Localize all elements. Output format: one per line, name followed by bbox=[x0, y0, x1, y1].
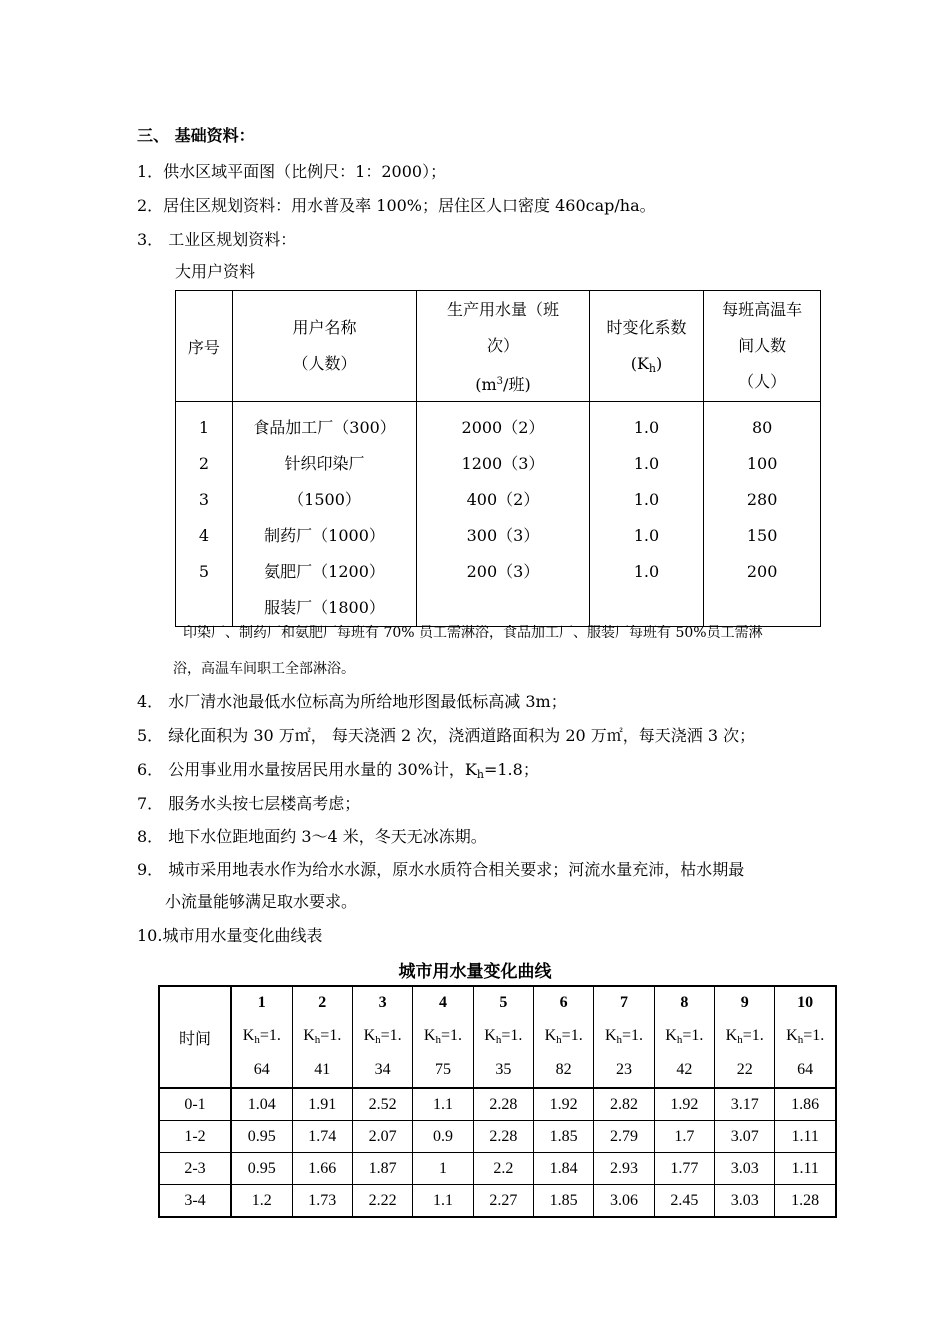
seq-1: 1 bbox=[198, 418, 209, 437]
value-cell: 1.7 bbox=[654, 1121, 714, 1153]
header-name-line1: 用户名称 bbox=[292, 318, 357, 337]
value-cell: 1.11 bbox=[775, 1153, 836, 1185]
value-cell: 3.03 bbox=[715, 1153, 775, 1185]
time-cell: 0-1 bbox=[159, 1088, 231, 1121]
curve-header-row bbox=[159, 986, 836, 1088]
kh-prefix: K bbox=[544, 1027, 557, 1044]
section-title: 三、 基础资料： bbox=[137, 126, 255, 145]
name-6: 服装厂（1800） bbox=[264, 598, 385, 617]
kh-mid: =1. bbox=[501, 1027, 523, 1044]
kh-mid: =1. bbox=[380, 1027, 402, 1044]
item-2: 2．居住区规划资料：用水普及率 100%；居住区人口密度 460cap/ha。 bbox=[137, 196, 656, 215]
header-water-line3 bbox=[417, 364, 588, 400]
curve-col-kh bbox=[655, 1019, 714, 1053]
item-10: 10.城市用水量变化曲线表 bbox=[137, 926, 323, 945]
curve-col-kvalue: 22 bbox=[736, 1061, 753, 1078]
value-cell: 0.9 bbox=[413, 1121, 473, 1153]
curve-col-num: 3 bbox=[378, 994, 387, 1011]
curve-col-kh bbox=[594, 1019, 653, 1053]
kh-mid: =1. bbox=[440, 1027, 463, 1044]
hot-1: 80 bbox=[751, 418, 773, 437]
kh-sub: h bbox=[676, 1034, 683, 1046]
kh-mid: =1. bbox=[561, 1027, 583, 1044]
curve-col-header-10 bbox=[775, 986, 836, 1088]
value-cell: 0.95 bbox=[231, 1153, 292, 1185]
value-cell: 1.91 bbox=[292, 1088, 352, 1121]
value-cell: 1.28 bbox=[775, 1185, 836, 1218]
kh-prefix: K bbox=[363, 1027, 376, 1044]
seq-5: 5 bbox=[198, 562, 209, 581]
kh-mid: =1. bbox=[320, 1027, 342, 1044]
curve-col-header-2 bbox=[292, 986, 352, 1088]
time-cell: 3-4 bbox=[159, 1185, 231, 1218]
coef-3: 1.0 bbox=[633, 490, 660, 509]
curve-col-kh bbox=[293, 1019, 352, 1053]
coef-sub: h bbox=[648, 362, 656, 375]
water-5: 200（3） bbox=[466, 562, 540, 581]
hot-2: 100 bbox=[746, 454, 778, 473]
item-6-sub: h bbox=[476, 768, 484, 781]
item-4: 4． 水厂清水池最低水位标高为所给地形图最低标高减 3m； bbox=[137, 692, 567, 711]
curve-col-kvalue: 75 bbox=[434, 1061, 451, 1078]
curve-col-num: 9 bbox=[740, 994, 749, 1011]
header-hot bbox=[704, 291, 821, 402]
curve-col-num: 5 bbox=[499, 994, 508, 1011]
value-cell: 3.17 bbox=[715, 1088, 775, 1121]
value-cell: 1.11 bbox=[775, 1121, 836, 1153]
table-header-row bbox=[176, 291, 821, 402]
table-body-row bbox=[176, 402, 821, 627]
item-5: 5． 绿化面积为 30 万㎡， 每天浇洒 2 次，浇洒道路面积为 20 万㎡，每天浇洒 3 次； bbox=[137, 726, 756, 745]
time-header bbox=[159, 986, 231, 1088]
value-cell: 3.07 bbox=[715, 1121, 775, 1153]
curve-col-kh bbox=[413, 1019, 472, 1053]
value-cell: 1.2 bbox=[231, 1185, 292, 1218]
seq-3: 3 bbox=[198, 490, 209, 509]
kh-prefix: K bbox=[484, 1027, 496, 1044]
name-2: 针织印染厂 bbox=[284, 454, 365, 473]
item-9-line-2: 小流量能够满足取水要求。 bbox=[165, 892, 358, 911]
kh-mid: =1. bbox=[682, 1027, 704, 1044]
curve-col-kh bbox=[474, 1019, 533, 1053]
curve-col-header-8 bbox=[654, 986, 714, 1088]
kh-sub: h bbox=[314, 1034, 321, 1046]
coef-column bbox=[589, 402, 704, 627]
value-cell: 1.92 bbox=[533, 1088, 593, 1121]
item-3: 3． 工业区规划资料： bbox=[137, 230, 297, 249]
table-row bbox=[159, 1153, 836, 1185]
value-cell: 2.93 bbox=[594, 1153, 654, 1185]
curve-col-num: 1 bbox=[257, 994, 266, 1011]
value-cell: 3.06 bbox=[594, 1185, 654, 1218]
item-6-text: 6． 公用事业用水量按居民用水量的 30%计，K bbox=[137, 760, 477, 779]
curve-col-kvalue: 82 bbox=[555, 1061, 572, 1078]
header-water-line1: 生产用水量（班 bbox=[446, 300, 559, 319]
header-name-line2: （人数） bbox=[292, 354, 357, 373]
header-coef bbox=[589, 291, 704, 402]
value-cell: 2.07 bbox=[352, 1121, 412, 1153]
curve-col-num: 4 bbox=[438, 994, 447, 1011]
value-cell: 1.1 bbox=[413, 1185, 473, 1218]
name-3: （1500） bbox=[288, 490, 361, 509]
table-row bbox=[159, 1121, 836, 1153]
header-name bbox=[232, 291, 416, 402]
curve-col-header-4 bbox=[413, 986, 473, 1088]
kh-sub: h bbox=[556, 1034, 562, 1046]
value-cell: 2.27 bbox=[473, 1185, 533, 1218]
value-cell: 2.2 bbox=[473, 1153, 533, 1185]
kh-mid: =1. bbox=[259, 1027, 281, 1044]
curve-col-num: 10 bbox=[797, 994, 814, 1011]
kh-prefix: K bbox=[604, 1027, 617, 1044]
curve-table-title: 城市用水量变化曲线 bbox=[398, 962, 552, 982]
curve-col-kvalue: 64 bbox=[253, 1061, 270, 1078]
water-column bbox=[417, 402, 589, 627]
kh-sub: h bbox=[616, 1034, 623, 1046]
water-unit-prefix: (m bbox=[475, 375, 497, 394]
coef-5: 1.0 bbox=[633, 562, 660, 581]
time-header-label: 时间 bbox=[178, 1030, 211, 1048]
curve-col-kh bbox=[775, 1019, 835, 1053]
value-cell: 2.28 bbox=[473, 1121, 533, 1153]
kh-prefix: K bbox=[303, 1027, 315, 1044]
header-coef-line1: 时变化系数 bbox=[606, 318, 687, 337]
note-line-2: 浴，高温车间职工全部淋浴。 bbox=[173, 661, 355, 677]
value-cell: 1.74 bbox=[292, 1121, 352, 1153]
name-4: 制药厂（1000） bbox=[264, 526, 385, 545]
curve-col-kh bbox=[232, 1019, 292, 1053]
name-column bbox=[232, 402, 416, 627]
kh-mid: =1. bbox=[803, 1027, 825, 1044]
water-unit-suffix: /班) bbox=[503, 375, 531, 394]
curve-col-num: 7 bbox=[620, 994, 628, 1011]
kh-prefix: K bbox=[786, 1027, 798, 1044]
note-line-1: 印染厂、制药厂和氨肥厂每班有 70% 员工需淋浴，食品加工厂、服装厂每班有 50%员工需淋 bbox=[183, 625, 763, 641]
name-5: 氨肥厂（1200） bbox=[264, 562, 385, 581]
water-curve-table bbox=[158, 985, 837, 1218]
value-cell: 0.95 bbox=[231, 1121, 292, 1153]
value-cell: 1.85 bbox=[533, 1185, 593, 1218]
large-users-table bbox=[175, 290, 821, 627]
header-hot-line3: （人） bbox=[738, 372, 787, 391]
kh-prefix: K bbox=[423, 1027, 436, 1044]
item-8: 8． 地下水位距地面约 3～4 米，冬天无冰冻期。 bbox=[137, 827, 487, 846]
kh-mid: =1. bbox=[622, 1027, 644, 1044]
value-cell: 1.84 bbox=[533, 1153, 593, 1185]
curve-col-header-3 bbox=[352, 986, 412, 1088]
curve-col-kvalue: 42 bbox=[676, 1061, 693, 1078]
curve-col-kvalue: 34 bbox=[374, 1061, 391, 1078]
kh-sub: h bbox=[495, 1034, 502, 1046]
curve-col-header-5 bbox=[473, 986, 533, 1088]
curve-col-header-1 bbox=[231, 986, 292, 1088]
hot-5: 200 bbox=[746, 562, 778, 581]
curve-col-header-7 bbox=[594, 986, 654, 1088]
kh-sub: h bbox=[375, 1034, 381, 1046]
value-cell: 2.28 bbox=[473, 1088, 533, 1121]
curve-col-kh bbox=[715, 1019, 774, 1053]
header-coef-line2 bbox=[590, 346, 704, 382]
kh-prefix: K bbox=[725, 1027, 738, 1044]
kh-sub: h bbox=[737, 1034, 743, 1046]
seq-4: 4 bbox=[198, 526, 209, 545]
value-cell: 1.87 bbox=[352, 1153, 412, 1185]
kh-sub: h bbox=[254, 1034, 260, 1046]
value-cell: 1.66 bbox=[292, 1153, 352, 1185]
coef-suffix: ) bbox=[656, 354, 663, 373]
header-seq-label: 序号 bbox=[187, 337, 220, 357]
value-cell: 2.45 bbox=[654, 1185, 714, 1218]
item-7: 7． 服务水头按七层楼高考虑； bbox=[137, 794, 361, 813]
curve-col-kvalue: 41 bbox=[314, 1061, 331, 1078]
curve-col-kvalue: 64 bbox=[797, 1061, 814, 1078]
curve-col-kvalue: 35 bbox=[495, 1061, 512, 1078]
curve-col-kh bbox=[534, 1019, 593, 1053]
seq-2: 2 bbox=[198, 454, 209, 473]
hot-3: 280 bbox=[746, 490, 778, 509]
item-6 bbox=[137, 760, 539, 785]
value-cell: 1.92 bbox=[654, 1088, 714, 1121]
curve-col-header-9 bbox=[715, 986, 775, 1088]
curve-col-kvalue: 23 bbox=[616, 1061, 632, 1078]
header-water bbox=[417, 291, 589, 402]
coef-prefix: (K bbox=[630, 354, 649, 373]
item-1: 1．供水区域平面图（比例尺：1：2000）； bbox=[137, 162, 447, 181]
kh-prefix: K bbox=[665, 1027, 677, 1044]
curve-col-num: 8 bbox=[680, 994, 689, 1011]
value-cell: 1.04 bbox=[231, 1088, 292, 1121]
water-2: 1200（3） bbox=[461, 454, 545, 473]
water-unit-sup: 3 bbox=[496, 376, 504, 387]
curve-col-kh bbox=[353, 1019, 412, 1053]
header-hot-line2: 间人数 bbox=[738, 336, 787, 355]
header-water-line2: 次） bbox=[486, 336, 519, 355]
item-6-post: =1.8； bbox=[483, 760, 539, 779]
name-1: 食品加工厂（300） bbox=[253, 418, 396, 437]
curve-col-num: 6 bbox=[559, 994, 568, 1011]
value-cell: 1.1 bbox=[413, 1088, 473, 1121]
value-cell: 1 bbox=[413, 1153, 473, 1185]
water-1: 2000（2） bbox=[461, 418, 545, 437]
sub-heading: 大用户资料 bbox=[175, 262, 256, 281]
hot-column bbox=[704, 402, 821, 627]
curve-col-header-6 bbox=[533, 986, 593, 1088]
curve-col-num: 2 bbox=[318, 994, 327, 1011]
value-cell: 2.79 bbox=[594, 1121, 654, 1153]
coef-4: 1.0 bbox=[633, 526, 660, 545]
kh-mid: =1. bbox=[742, 1027, 764, 1044]
value-cell: 2.82 bbox=[594, 1088, 654, 1121]
value-cell: 1.86 bbox=[775, 1088, 836, 1121]
time-cell: 2-3 bbox=[159, 1153, 231, 1185]
seq-column bbox=[176, 402, 233, 627]
water-3: 400（2） bbox=[466, 490, 540, 509]
value-cell: 1.73 bbox=[292, 1185, 352, 1218]
table-row bbox=[159, 1185, 836, 1218]
value-cell: 1.77 bbox=[654, 1153, 714, 1185]
kh-sub: h bbox=[435, 1034, 441, 1046]
coef-1: 1.0 bbox=[633, 418, 660, 437]
value-cell: 3.03 bbox=[715, 1185, 775, 1218]
kh-prefix: K bbox=[242, 1027, 255, 1044]
value-cell: 2.52 bbox=[352, 1088, 412, 1121]
time-cell: 1-2 bbox=[159, 1121, 231, 1153]
table-row bbox=[159, 1088, 836, 1121]
item-9-line-1: 9． 城市采用地表水作为给水水源，原水水质符合相关要求；河流水量充沛，枯水期最 bbox=[137, 860, 745, 879]
hot-4: 150 bbox=[746, 526, 778, 545]
header-seq bbox=[176, 291, 233, 402]
header-hot-line1: 每班高温车 bbox=[722, 300, 803, 319]
coef-2: 1.0 bbox=[633, 454, 660, 473]
value-cell: 1.85 bbox=[533, 1121, 593, 1153]
water-4: 300（3） bbox=[466, 526, 540, 545]
kh-sub: h bbox=[797, 1034, 804, 1046]
value-cell: 2.22 bbox=[352, 1185, 412, 1218]
